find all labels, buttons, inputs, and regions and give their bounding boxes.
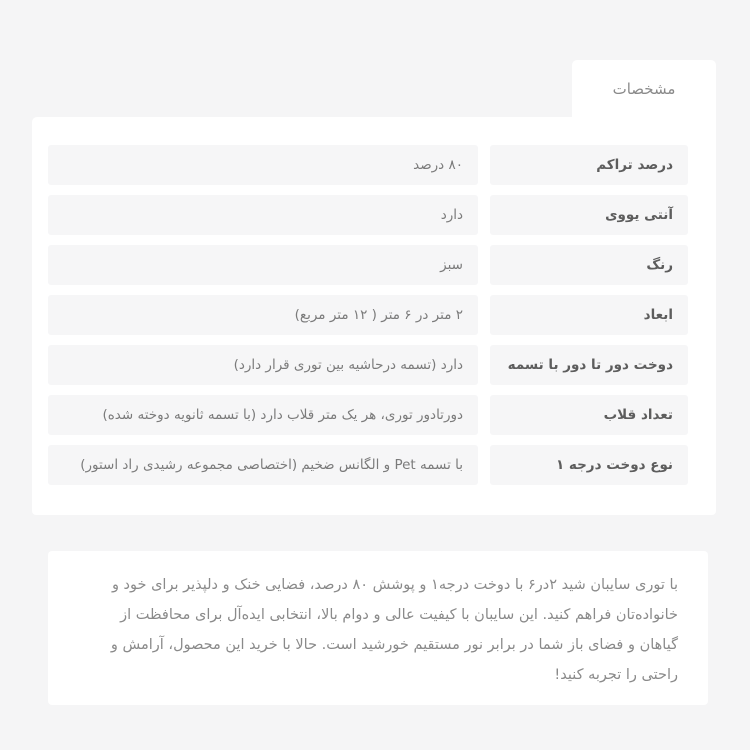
tab-specifications-label: مشخصات [612, 80, 676, 98]
spec-row-hook-count [48, 395, 688, 435]
spec-row-density [48, 145, 688, 185]
spec-value: دورتادور توری، هر یک متر قلاب دارد (با تسمه ثانویه دوخته شده) [48, 395, 478, 435]
tab-specifications[interactable] [572, 60, 716, 118]
spec-row-color [48, 245, 688, 285]
spec-row-dimensions [48, 295, 688, 335]
spec-rows [32, 117, 716, 515]
spec-label: نوع دوخت درجه ۱ [490, 445, 688, 485]
spec-label: تعداد قلاب [490, 395, 688, 435]
spec-label: درصد تراکم [490, 145, 688, 185]
spec-label: ابعاد [490, 295, 688, 335]
spec-row-stitching-strap [48, 345, 688, 385]
spec-row-stitch-type [48, 445, 688, 485]
spec-label: رنگ [490, 245, 688, 285]
specifications-panel [32, 117, 716, 515]
spec-value: با تسمه Pet و الگانس ضخیم (اختصاصی مجموعه رشیدی راد استور) [48, 445, 478, 485]
description-card [48, 551, 708, 705]
spec-value: سبز [48, 245, 478, 285]
spec-label: دوخت دور تا دور با تسمه [490, 345, 688, 385]
spec-value: دارد [48, 195, 478, 235]
spec-label: آنتی یووی [490, 195, 688, 235]
spec-value: دارد (تسمه درحاشیه بین توری قرار دارد) [48, 345, 478, 385]
product-description: با توری سایبان شید ۲در۶ با دوخت درجه۱ و پوشش ۸۰ درصد، فضایی خنک و دلپذیر برای خود و خانواده‌تان فراهم کنید. این سایبان با کیفیت عالی و دوام بالا، انتخابی ایده‌آل برای محافظت از گیاهان و فضای باز شما در برابر نور مستقیم خورشید است. حالا با خرید این محصول، آرامش و راحتی را تجربه کنید! [110, 577, 678, 683]
spec-value: ۸۰ درصد [48, 145, 478, 185]
spec-row-anti-uv [48, 195, 688, 235]
spec-value: ۲ متر در ۶ متر ( ۱۲ متر مربع) [48, 295, 478, 335]
